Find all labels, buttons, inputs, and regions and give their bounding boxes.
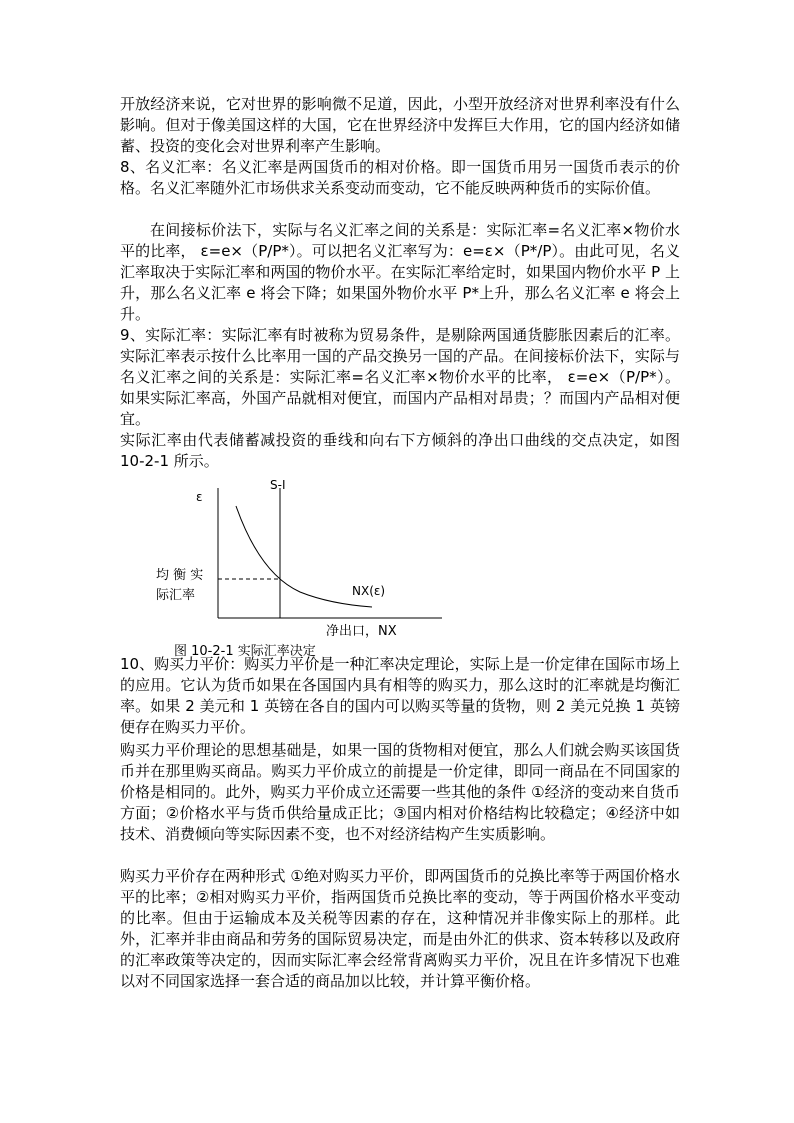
nx-curve-label: NX(ε) <box>352 584 386 598</box>
paragraph-real-exchange-rate: 9、实际汇率：实际汇率有时被称为贸易条件，是剔除两国通货膨胀因素后的汇率。实际汇率表示按什么比率用一国的产品交换另一国的产品。在间接标价法下，实际与名义汇率之间的关系是：实际汇率=名义汇率×物价水平的比率， ε=e×（P/P*）。如果实际汇率高，外国产品就相对便宜，而国内产品相对昂贵；？而国内产品相对便宜。 <box>120 326 680 428</box>
x-axis-label: 净出口，NX <box>326 624 397 639</box>
y-axis-label: ε <box>196 490 203 504</box>
paragraph-open-economy: 开放经济来说，它对世界的影响微不足道，因此，小型开放经济对世界利率没有什么影响。但对于像美国这样的大国，它在世界经济中发挥巨大作用，它的国内经济如储蓄、投资的变化会对世界利率产生影响。 <box>120 95 680 155</box>
figure-caption: 图 10-2-1 实际汇率决定 <box>174 644 316 659</box>
equilibrium-label-line1: 均 衡 实 <box>156 568 204 583</box>
paragraph-figure-intro: 实际汇率由代表储蓄减投资的垂线和向右下方倾斜的净出口曲线的交点决定，如图 10-2-1 所示。 <box>120 431 680 470</box>
paragraph-purchasing-power-parity: 10、购买力平价：购买力平价是一种汇率决定理论，实际上是一价定律在国际市场上的应用。它认为货币如果在各国国内具有相等的购买力，那么这时的汇率就是均衡汇率。如果 2 美元和 1 英镑在各自的国内可以购买等量的货物，则 2 美元兑换 1 英镑便存在购买力平价。 <box>120 655 680 736</box>
paragraph-ppp-forms: 购买力平价存在两种形式 ①绝对购买力平价，即两国货币的兑换比率等于两国价格水平的比率；②相对购买力平价，指两国货币兑换比率的变动，等于两国价格水平变动的比率。但由于运输成本及关税等因素的存在，这种情况并非像实际上的那样。此外，汇率并非由商品和劳务的国际贸易决定，而是由外汇的供求、资本转移以及政府的汇率政策等决定的，因而实际汇率会经常背离购买力平价，况且在许多情况下也难以对不同国家选择一套合适的商品加以比较，并计算平衡价格。 <box>120 867 680 990</box>
equilibrium-label-line2: 际汇率 <box>156 588 196 603</box>
paragraph-nominal-exchange-rate: 8、名义汇率：名义汇率是两国货币的相对价格。即一国货币用另一国货币表示的价格。名义汇率随外汇市场供求关系变动而变动，它不能反映两种货币的实际价值。 <box>120 158 680 197</box>
real-exchange-rate-figure <box>150 474 450 658</box>
s-minus-i-label: S-I <box>270 478 286 492</box>
paragraph-ppp-foundation: 购买力平价理论的思想基础是，如果一国的货物相对便宜，那么人们就会购买该国货币并在那里购买商品。购买力平价成立的前提是一价定律，即同一商品在不同国家的价格是相同的。此外，购买力平价成立还需要一些其他的条件 ①经济的变动来自货币方面；②价格水平与货币供给量成正比；③国内相对价格结构比较稳定；④经济中如技术、消费倾向等实际因素不变，也不对经济结构产生实质影响。 <box>120 741 680 843</box>
paragraph-indirect-quotation: 在间接标价法下，实际与名义汇率之间的关系是：实际汇率=名义汇率×物价水平的比率， ε=e×（P/P*）。可以把名义汇率写为：e=ε×（P*/P）。由此可见，名义汇率取决于实际汇率和两国的物价水平。在实际汇率给定时，如果国内物价水平 P 上升，那么名义汇率 e 将会下降；如果国外物价水平 P*上升，那么名义汇率 e 将会上升。 <box>120 221 680 323</box>
